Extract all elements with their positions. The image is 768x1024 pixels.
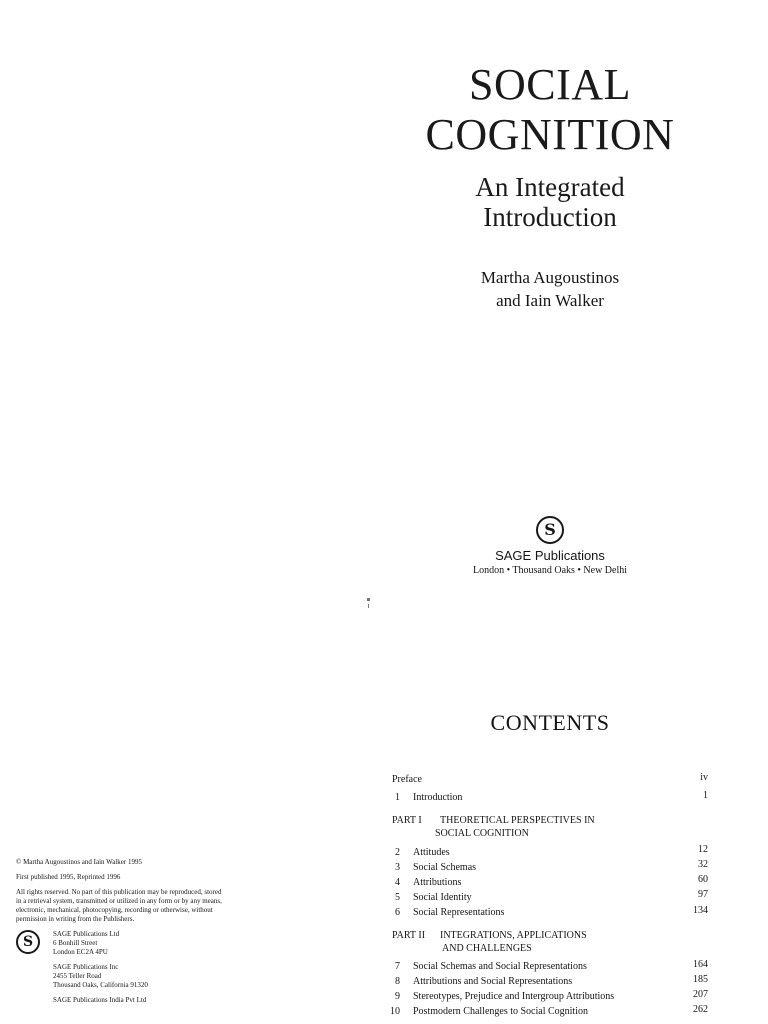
toc-part-label: PART I xyxy=(392,815,422,826)
toc-part-title-line-1: THEORETICAL PERSPECTIVES IN xyxy=(440,815,595,826)
author-line-1: Martha Augoustinos xyxy=(480,268,620,287)
toc-chapter-number: 8 xyxy=(395,976,400,987)
toc-page-number: iv xyxy=(700,772,708,783)
sage-logo-icon: S xyxy=(536,516,564,544)
toc-chapter-number: 10 xyxy=(390,1006,400,1017)
toc-page-number: 207 xyxy=(693,989,708,1000)
toc-title: Attributions and Social Representations xyxy=(413,976,573,987)
toc-page-number: 1 xyxy=(703,790,708,801)
toc-chapter-number: 7 xyxy=(395,961,400,972)
toc-page-number: 164 xyxy=(693,959,708,970)
toc-title: Social Identity xyxy=(413,892,472,903)
copyright-block xyxy=(16,858,316,1005)
address-line: London EC2A 4PU xyxy=(53,948,108,956)
rights-line: permission in writing from the Publishers. xyxy=(16,915,135,923)
book-subtitle-line-1: An Integrated xyxy=(475,172,625,202)
toc-chapter-number: 5 xyxy=(395,892,400,903)
publication-history: First published 1995, Reprinted 1996 xyxy=(16,873,121,881)
toc-chapter-number: 2 xyxy=(395,847,400,858)
toc-title: Social Representations xyxy=(413,907,505,918)
book-title-line-1: SOCIAL xyxy=(469,60,631,109)
toc-title: Introduction xyxy=(413,792,463,803)
sage-logo-icon: S xyxy=(16,930,40,954)
toc-title: Attributions xyxy=(413,877,462,888)
rights-line: in a retrieval system, transmitted or utilized in any form or by any means, xyxy=(16,897,222,905)
toc-page-number: 185 xyxy=(693,974,708,985)
copyright-notice: © Martha Augoustinos and Iain Walker 1995 xyxy=(16,858,142,866)
toc-page-number: 262 xyxy=(693,1004,708,1015)
toc-title: Social Schemas and Social Representations xyxy=(413,961,587,972)
toc-page-number: 134 xyxy=(693,905,708,916)
toc-chapter-number: 4 xyxy=(395,877,400,888)
rights-line: All rights reserved. No part of this publication may be reproduced, stored xyxy=(16,888,222,896)
toc-chapter-number: 3 xyxy=(395,862,400,873)
address-line: 6 Bonhill Street xyxy=(53,939,98,947)
toc-page-number: 32 xyxy=(698,859,708,870)
toc-part-title-line-2: SOCIAL COGNITION xyxy=(435,828,529,839)
toc-title: Postmodern Challenges to Social Cognition xyxy=(413,1006,588,1017)
toc-chapter-number: 9 xyxy=(395,991,400,1002)
publisher-addresses xyxy=(16,930,316,1005)
book-title-line-2: COGNITION xyxy=(425,110,675,159)
address-uk xyxy=(53,930,316,957)
publisher-cities: London • Thousand Oaks • New Delhi xyxy=(472,565,628,576)
address-line: Thousand Oaks, California 91320 xyxy=(53,981,148,989)
toc-page-number: 60 xyxy=(698,874,708,885)
address-line: 2455 Teller Road xyxy=(53,972,102,980)
address-line: SAGE Publications India Pvt Ltd xyxy=(53,996,147,1004)
toc-part-label: PART II xyxy=(392,930,426,941)
toc-page-number: 97 xyxy=(698,889,708,900)
author-line-2: and Iain Walker xyxy=(496,291,604,310)
publisher-name: SAGE Publications xyxy=(495,548,605,563)
toc-title: Social Schemas xyxy=(413,862,477,873)
rights-statement xyxy=(16,888,316,924)
toc-title: Stereotypes, Prejudice and Intergroup Attributions xyxy=(413,991,615,1002)
book-subtitle-line-2: Introduction xyxy=(483,202,617,232)
address-india xyxy=(53,996,316,1005)
toc-title: Attitudes xyxy=(413,847,450,858)
toc-part-title-line-1: INTEGRATIONS, APPLICATIONS xyxy=(440,930,587,941)
toc-chapter-number: 1 xyxy=(395,792,400,803)
toc-part-title-line-2: AND CHALLENGES xyxy=(442,943,532,954)
toc-chapter-number: 6 xyxy=(395,907,400,918)
toc-title: Preface xyxy=(392,774,422,785)
contents-heading: CONTENTS xyxy=(490,710,610,735)
address-line: SAGE Publications Ltd xyxy=(53,930,120,938)
toc-page-number: 12 xyxy=(698,844,708,855)
address-us xyxy=(53,963,316,990)
address-line: SAGE Publications Inc xyxy=(53,963,119,971)
rights-line: electronic, mechanical, photocopying, recording or otherwise, without xyxy=(16,906,213,914)
